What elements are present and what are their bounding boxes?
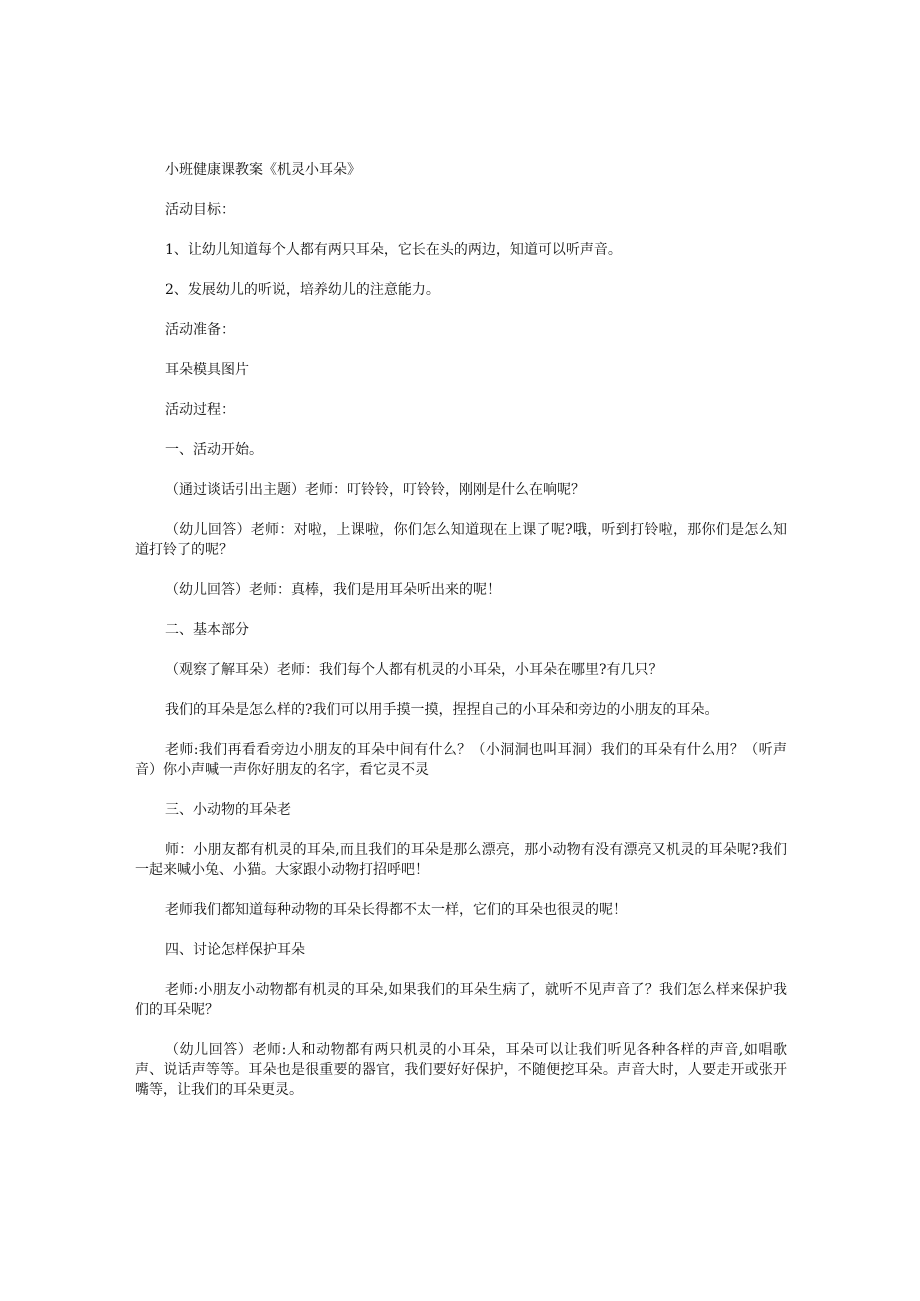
paragraph: 师：小朋友都有机灵的耳朵,而且我们的耳朵是那么漂亮，那小动物有没有漂亮又机灵的耳朵呢?我们一起来喊小兔、小猫。大家跟小动物打招呼吧！ bbox=[135, 842, 787, 878]
paragraph: 我们的耳朵是怎么样的?我们可以用手摸一摸，捏捏自己的小耳朵和旁边的小朋友的耳朵。 bbox=[165, 702, 719, 718]
document-page bbox=[135, 160, 787, 1100]
paragraph: 老师:小朋友小动物都有机灵的耳朵,如果我们的耳朵生病了，就听不见声音了？我们怎么样来保护我们的耳朵呢？ bbox=[135, 982, 787, 1018]
paragraph: （幼儿回答）老师：真棒，我们是用耳朵听出来的呢！ bbox=[165, 582, 501, 598]
goal-item-2: 2、发展幼儿的听说，培养幼儿的注意能力。 bbox=[165, 282, 440, 298]
part-heading-4: 四、讨论怎样保护耳朵 bbox=[165, 942, 305, 958]
goal-item-1: 1、让幼儿知道每个人都有两只耳朵，它长在头的两边，知道可以听声音。 bbox=[165, 242, 622, 258]
section-heading-preparation: 活动准备： bbox=[165, 322, 235, 338]
paragraph: （幼儿回答）老师：对啦，上课啦，你们怎么知道现在上课了呢?哦，听到打铃啦，那你们是怎么知道打铃了的呢？ bbox=[135, 522, 787, 558]
part-heading-1: 一、活动开始。 bbox=[165, 442, 263, 458]
paragraph: （幼儿回答）老师:人和动物都有两只机灵的小耳朵，耳朵可以让我们听见各种各样的声音,如唱歌声、说话声等等。耳朵也是很重要的器官，我们要好好保护，不随便挖耳朵。声音大时，人要走开或张开嘴等，让我们的耳朵更灵。 bbox=[135, 1042, 787, 1098]
document-title: 小班健康课教案《机灵小耳朵》 bbox=[165, 162, 361, 178]
section-heading-goals: 活动目标： bbox=[165, 202, 235, 218]
preparation-item: 耳朵模具图片 bbox=[165, 362, 249, 378]
paragraph: 老师:我们再看看旁边小朋友的耳朵中间有什么？（小洞洞也叫耳洞）我们的耳朵有什么用？（听声音）你小声喊一声你好朋友的名字，看它灵不灵 bbox=[135, 742, 787, 778]
part-heading-3: 三、小动物的耳朵老 bbox=[165, 802, 291, 818]
paragraph: （观察了解耳朵）老师：我们每个人都有机灵的小耳朵，小耳朵在哪里?有几只？ bbox=[165, 662, 663, 678]
section-heading-process: 活动过程： bbox=[165, 402, 235, 418]
part-heading-2: 二、基本部分 bbox=[165, 622, 249, 638]
paragraph: 老师我们都知道每种动物的耳朵长得都不太一样，它们的耳朵也很灵的呢！ bbox=[165, 902, 627, 918]
paragraph: （通过谈话引出主题）老师：叮铃铃，叮铃铃，刚刚是什么在响呢？ bbox=[165, 482, 585, 498]
